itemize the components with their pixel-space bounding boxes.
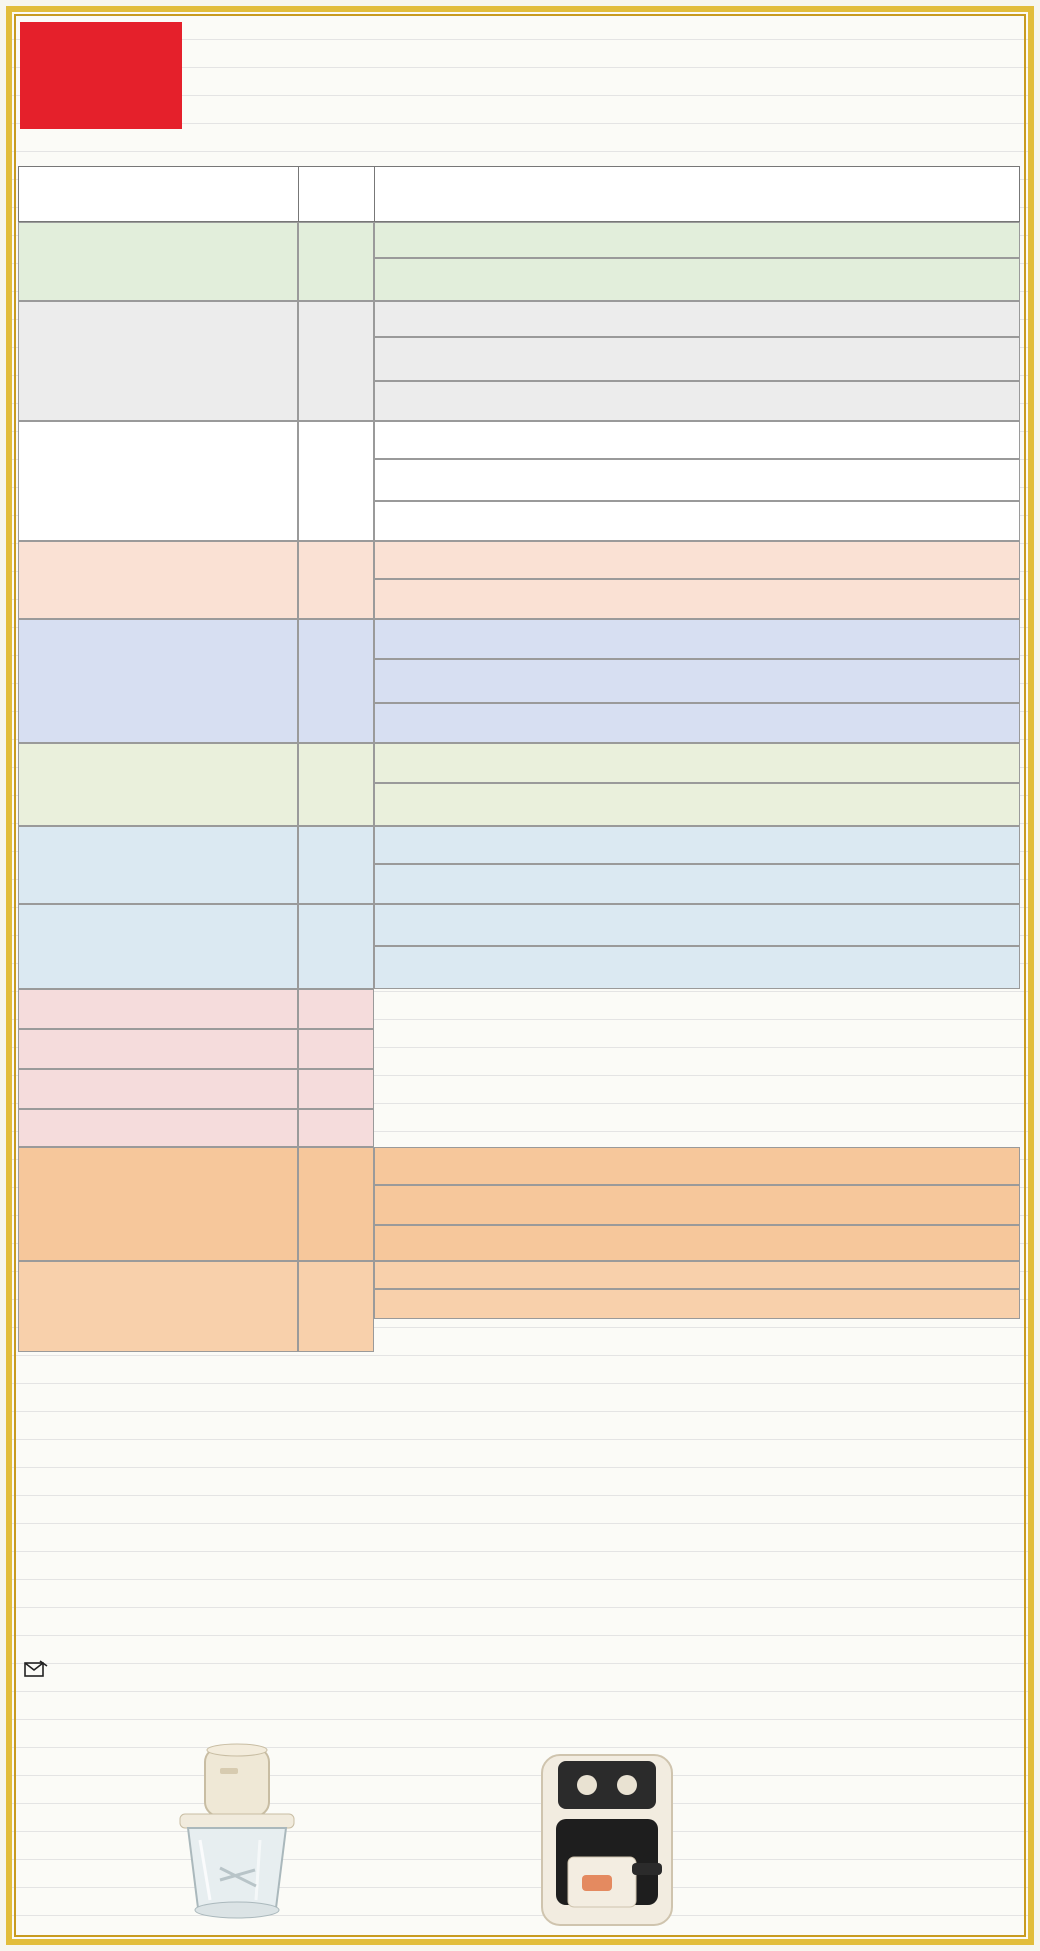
company-logo (20, 22, 182, 129)
position-cell (18, 743, 298, 826)
quantity-cell (298, 301, 374, 421)
quantity-cell (298, 1261, 374, 1352)
position-cell (18, 1069, 298, 1109)
requirement-cell (374, 1185, 1020, 1225)
quantity-cell (298, 826, 374, 904)
food-chopper-image (160, 1740, 320, 1930)
requirement-cell (374, 1261, 1020, 1289)
quantity-cell (298, 1069, 374, 1109)
requirement-cell (374, 619, 1020, 659)
position-cell (18, 301, 298, 421)
table-header (18, 166, 1020, 222)
requirement-cell (374, 659, 1020, 703)
position-cell (18, 541, 298, 619)
requirement-cell (374, 703, 1020, 743)
requirement-cell (374, 743, 1020, 783)
position-cell (18, 1261, 298, 1352)
contact-title (24, 1660, 54, 1682)
position-cell (18, 904, 298, 989)
header-position (19, 167, 299, 221)
position-cell (18, 619, 298, 743)
position-cell (18, 1029, 298, 1069)
quantity-cell (298, 1029, 374, 1069)
requirement-cell (374, 1147, 1020, 1185)
quantity-cell (298, 1109, 374, 1147)
requirement-cell (374, 301, 1020, 337)
position-cell (18, 222, 298, 301)
requirement-cell (374, 1289, 1020, 1319)
quantity-cell (298, 421, 374, 541)
quantity-cell (298, 989, 374, 1029)
air-fryer-image (522, 1745, 692, 1935)
position-cell (18, 1109, 298, 1147)
position-cell (18, 826, 298, 904)
requirement-cell (374, 864, 1020, 904)
requirement-cell (374, 1225, 1020, 1261)
requirement-cell (374, 258, 1020, 301)
quantity-cell (298, 619, 374, 743)
quantity-cell (298, 541, 374, 619)
requirement-cell (374, 501, 1020, 541)
quantity-cell (298, 1147, 374, 1261)
requirement-cell (374, 421, 1020, 459)
quantity-cell (298, 222, 374, 301)
requirement-cell (374, 904, 1020, 946)
requirement-cell (374, 459, 1020, 501)
requirement-cell (374, 826, 1020, 864)
position-cell (18, 1147, 298, 1261)
requirement-cell (374, 579, 1020, 619)
requirement-cell (374, 946, 1020, 989)
requirement-cell (374, 541, 1020, 579)
position-cell (18, 989, 298, 1029)
position-cell (18, 421, 298, 541)
requirement-cell (374, 337, 1020, 381)
quantity-cell (298, 743, 374, 826)
requirement-cell (374, 222, 1020, 258)
requirement-cell (374, 783, 1020, 826)
quantity-cell (298, 904, 374, 989)
header-requirements (375, 167, 1019, 221)
envelope-icon (24, 1660, 48, 1678)
header-sl (299, 167, 375, 221)
requirement-cell (374, 381, 1020, 421)
